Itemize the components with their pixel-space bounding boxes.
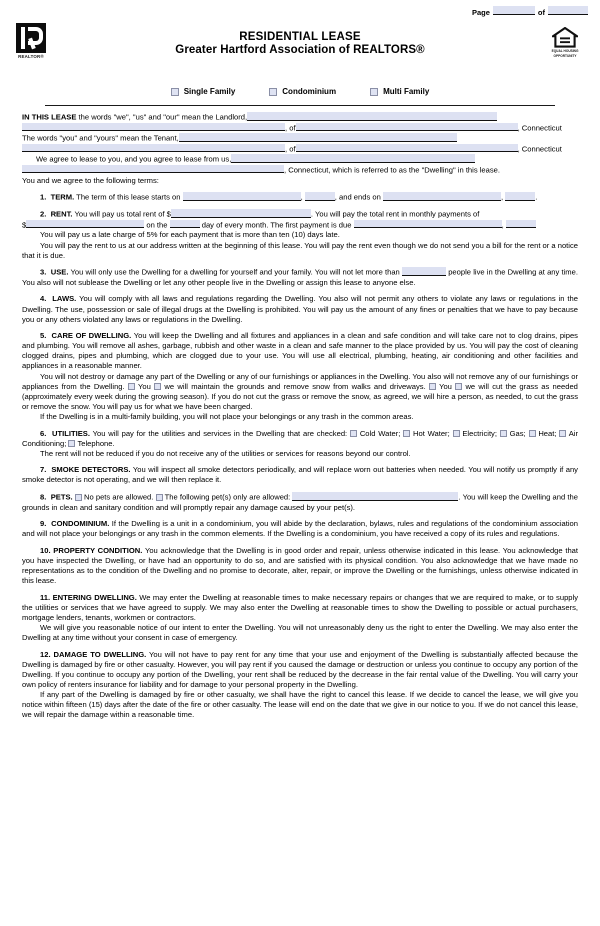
first-payment-date-field[interactable] xyxy=(354,220,502,229)
checkbox-grass-we-icon[interactable] xyxy=(455,383,462,390)
tenant-name-field[interactable] xyxy=(179,133,457,142)
state-label: , Connecticut xyxy=(517,123,562,133)
total-rent-field[interactable] xyxy=(171,209,311,218)
tenant-line-1 xyxy=(22,133,578,144)
section-entering-dwelling xyxy=(22,593,578,643)
checkbox-single-family-icon[interactable] xyxy=(171,88,179,96)
utilities-paragraph xyxy=(22,429,578,449)
utility-label-gas: Gas; xyxy=(509,428,526,438)
section-heading: DAMAGE TO DWELLING. xyxy=(53,649,147,659)
dollar-sign: $ xyxy=(22,220,27,230)
checkbox-grass-you-icon[interactable] xyxy=(429,383,436,390)
section-heading: LAWS. xyxy=(52,294,77,304)
section-rent xyxy=(22,209,578,260)
realtor-logo xyxy=(14,23,48,59)
rent-payment-address: You will pay the rent to us at our address written at the beginning of this lease. You will pay the rent even though we do not send you a bill for the rent or a notice that it is due. xyxy=(22,240,578,260)
section-laws xyxy=(22,294,578,324)
tenant-name-field-2[interactable] xyxy=(22,144,285,153)
section-use xyxy=(22,267,578,288)
of-label: , of xyxy=(285,123,296,133)
condominium-paragraph xyxy=(22,519,578,539)
landlord-name-field-2[interactable] xyxy=(22,123,285,132)
page-number-field[interactable] xyxy=(493,6,535,15)
section-number: 10. xyxy=(40,545,51,555)
house-equal-sign-icon xyxy=(552,27,578,48)
property-condition-paragraph xyxy=(22,546,578,586)
use-text-b: people live in the Dwelling at any time. You also will not sublease the Dwelling or let any other people live in the Dwelling or assign this lease to anyone else. xyxy=(22,267,578,287)
term-text-b: , and ends on xyxy=(334,192,381,202)
page-label: Page xyxy=(471,8,490,17)
rent-line-2: $ on the day of every month. The first payment is due , xyxy=(22,220,578,231)
checkbox-maintain-you-icon[interactable] xyxy=(128,383,135,390)
section-number: 3. xyxy=(40,267,47,277)
document-title xyxy=(0,19,600,56)
care-paragraph-3: If the Dwelling is in a multi-family building, you will not place your belongings or any trash in the common areas. xyxy=(40,411,414,421)
monthly-rent-field[interactable] xyxy=(26,220,144,229)
section-heading: PETS. xyxy=(50,492,73,502)
section-condominium xyxy=(22,519,578,539)
rent-line-1 xyxy=(22,209,578,220)
section-property-condition xyxy=(22,546,578,586)
section-number: 1. xyxy=(40,192,47,202)
state-label: , Connecticut xyxy=(517,144,562,154)
dwelling-type-multi-family[interactable] xyxy=(370,87,429,96)
section-heading: ENTERING DWELLING. xyxy=(52,592,137,602)
section-number: 7. xyxy=(40,465,47,475)
care-paragraph-2 xyxy=(22,372,578,412)
rent-text-b: . You will pay the total rent in monthly payments of xyxy=(310,209,480,219)
dwelling-type-condominium[interactable] xyxy=(269,87,336,96)
utilities-text: You will pay for the utilities and services in the Dwelling that are checked: xyxy=(89,428,348,438)
landlord-line-1 xyxy=(22,112,578,123)
care-text-2a: You will not destroy or damage any part of the Dwelling or any of our furnishings or appliances in the Dwelling. You also will not remove any of our furnishings or appliances from the Dwelling. xyxy=(22,371,578,391)
pets-text-tail: . You will keep the Dwelling and the grounds in clean and sanitary condition and will promptly repair any damage caused by your pet(s). xyxy=(22,492,578,512)
eho-caption-line-2: OPPORTUNITY xyxy=(553,54,577,58)
agree-terms-line: You and we agree to the following terms: xyxy=(22,175,159,185)
section-heading: TERM. xyxy=(50,192,75,202)
pets-allowed-label: The following pet(s) only are allowed: xyxy=(164,492,291,502)
section-heading: RENT. xyxy=(50,209,73,219)
damage-paragraph-1 xyxy=(22,650,578,690)
grass-we-label: we xyxy=(465,381,476,391)
damage-paragraph-2: If any part of the Dwelling is damaged by fire or other casualty, we shall have the right to cancel this lease. If we decide to cancel the lease, we will give you notice within fifteen (15) days after the date of the fire or other casualty. The lease will end on the date that we give in our notice to you. If we do not cancel this lease, we will repair the damage within a reasonable time. xyxy=(22,690,578,720)
title-line-2: Greater Hartford Association of REALTORS® xyxy=(175,44,425,56)
use-text-a: You will only use the Dwelling for a dwelling for yourself and your family. You will not let more than xyxy=(68,267,400,277)
dwelling-tail-text: , Connecticut, which is referred to as the "Dwelling" in this lease. xyxy=(284,165,501,175)
damage-text-1: You will not have to pay rent for any time that your use and enjoyment of the Dwelling is substantially affected because the Dwelling is damaged by fire or other casualty. However, you will pay rent if you caused the damage or destruction or unless you continue to occupy any portion of the Dwelling. If you continue to occupy any portion of the Dwelling, your rent shall be reduced by the decrease in the fair rental value of the Dwelling. You will carry your own policy of renters insurance for liability and for damage to your personal property in the Dwelling. xyxy=(22,649,579,689)
utility-label-hot-water: Hot Water; xyxy=(412,428,450,438)
section-number: 4. xyxy=(40,294,47,304)
rent-text-a: You will pay us total rent of $ xyxy=(72,209,171,219)
section-number: 5. xyxy=(40,331,47,341)
page-total-field[interactable] xyxy=(548,6,588,15)
section-damage-to-dwelling xyxy=(22,650,578,721)
agree-line-2 xyxy=(22,165,578,176)
checkbox-multi-family-icon[interactable] xyxy=(370,88,378,96)
no-pets-label: No pets are allowed. xyxy=(83,492,154,502)
title-band xyxy=(0,19,600,81)
utilities-note: The rent will not be reduced if you do not receive any of the utilities or services for reasons beyond our control. xyxy=(40,448,411,458)
section-number: 8. xyxy=(40,492,47,502)
agree-text: We agree to lease to you, and you agree to lease from us, xyxy=(36,154,232,164)
rent-late-charge: You will pay us a late charge of 5% for each payment that is more than ten (10) days late. xyxy=(40,230,340,240)
dwelling-type-single-family[interactable] xyxy=(171,87,236,96)
checkbox-hot-water-icon[interactable] xyxy=(403,430,410,437)
utility-label-electricity: Electricity; xyxy=(462,428,497,438)
landlord-name-field[interactable] xyxy=(247,112,497,121)
entering-paragraph-2: We will give you reasonable notice of our intent to enter the Dwelling. You will not unreasonably deny us the right to enter the Dwelling. We may also enter the Dwelling at any time without your consent in case of emergency. xyxy=(22,623,578,643)
checkbox-telephone-icon[interactable] xyxy=(68,440,75,447)
tenant-city-field[interactable] xyxy=(296,144,518,153)
lease-start-date-field[interactable] xyxy=(183,192,301,201)
utility-label-cold-water: Cold Water; xyxy=(359,428,401,438)
utility-label-heat: Heat; xyxy=(538,428,557,438)
checkbox-air-conditioning-icon[interactable] xyxy=(559,430,566,437)
eho-caption-line-1: EQUAL HOUSING xyxy=(551,49,579,53)
dwelling-address-field-1[interactable] xyxy=(231,154,475,163)
checkbox-gas-icon[interactable] xyxy=(500,430,507,437)
section-heading: PROPERTY CONDITION. xyxy=(53,545,143,555)
utility-label-telephone: Telephone. xyxy=(77,438,115,448)
checkbox-maintain-we-icon[interactable] xyxy=(154,383,161,390)
lease-words-text: the words "we", "us" and "our" mean the Landlord, xyxy=(76,112,248,122)
lease-end-date-field[interactable] xyxy=(383,192,501,201)
section-number: 11. xyxy=(40,592,51,602)
smoke-paragraph xyxy=(22,465,578,485)
entering-text-1: We may enter the Dwelling at reasonable times to make necessary repairs or changes that we are required to make, or to supply the utilities or services that we have agreed to supply. We may also enter the Dwelling at reasonable times to show the Dwelling to possible or actual purchasers, mortgage lenders, tenants, workmen or contractors. xyxy=(22,592,578,622)
laws-text: You will comply with all laws and regulations regarding the Dwelling. You also will not permit any others to violate any laws or regulations in the Dwelling. The use, possession or sale of illegal drugs at the Dwelling is prohibited. You will pay us the amount of any fines or penalties that we have to pay because you or any others violated any laws or regulations in the Dwelling. xyxy=(22,294,578,324)
dwelling-type-options xyxy=(0,87,600,96)
section-number: 12. xyxy=(40,649,51,659)
pets-allowed-field[interactable] xyxy=(292,492,458,501)
due-day-field[interactable] xyxy=(170,220,200,229)
care-text-1: You will keep the Dwelling and all fixtures and appliances in a clean and safe condition and will take care not to clog drains, pipes and plumbing. You will remove all ashes, garbage, rubbish and other waste in a clean and safe manner to the place provided by us. You will pay the cost of cleaning clogged drains, pipes and plumbing, which are clogged due to your use. You will use all electrical, plumbing, heating, air conditioning and other facilities and appliances in a reasonable manner. xyxy=(22,331,578,371)
section-number: 2. xyxy=(40,209,47,219)
checkbox-cold-water-icon[interactable] xyxy=(350,430,357,437)
utility-label-air-conditioning: Air Conditioning; xyxy=(22,428,578,448)
page-number-row xyxy=(0,0,600,17)
realtor-r-icon xyxy=(16,23,46,53)
use-paragraph xyxy=(22,267,578,288)
of-label: of xyxy=(537,8,545,17)
title-line-1: RESIDENTIAL LEASE xyxy=(239,31,361,43)
lease-end-year-field[interactable] xyxy=(505,192,535,201)
checkbox-pets-allowed-icon[interactable] xyxy=(156,494,163,501)
care-text-2c: will cut the grass as needed (approximately every week during the growing season). If you do not cut the grass or remove the snow, as agreed, we will hire a person, as needed, to cut the grass or remove the snow. You will pay us for what we have been charged. xyxy=(22,381,578,411)
rent-text-d: day of every month. The first payment is due xyxy=(201,220,352,230)
dwelling-type-label: Multi Family xyxy=(383,87,430,96)
first-payment-year-field[interactable] xyxy=(506,220,536,229)
checkbox-electricity-icon[interactable] xyxy=(453,430,460,437)
section-heading: USE. xyxy=(50,267,69,277)
smoke-text: You will inspect all smoke detectors periodically, and will replace worn out batteries when needed. You will notify us promptly if any smoke detector is not operating, and we will then replace it. xyxy=(22,465,578,485)
realtor-logo-caption: REALTOR® xyxy=(18,54,44,59)
section-number: 9. xyxy=(40,519,47,529)
laws-paragraph xyxy=(22,294,578,324)
dwelling-address-field-2[interactable] xyxy=(22,165,284,174)
landlord-city-field[interactable] xyxy=(296,123,518,132)
entering-paragraph-1 xyxy=(22,593,578,623)
of-label: , of xyxy=(285,144,296,154)
property-condition-text: You acknowledge that the Dwelling is in good order and repair, unless otherwise indicated in this lease. You acknowledge that you have inspected the Dwelling, or have had an opportunity to do so, and are satisfied with its physical condition. You also acknowledge that we have made no representations as to the condition of the Dwelling and no promise to decorate, alter, repair, or improve the Dwelling or the furnishings, unless otherwise indicated in this lease. xyxy=(22,545,578,586)
rent-text-c: on the xyxy=(146,220,168,230)
dwelling-type-label: Single Family xyxy=(183,87,236,96)
pets-paragraph xyxy=(22,492,578,513)
section-term xyxy=(22,192,578,203)
section-heading: CONDOMINIUM. xyxy=(51,519,110,529)
lease-body xyxy=(0,106,600,720)
section-utilities xyxy=(22,429,578,459)
checkbox-no-pets-icon[interactable] xyxy=(75,494,82,501)
maintain-we-label: we xyxy=(164,381,175,391)
in-this-lease-label: IN THIS LEASE xyxy=(22,112,77,122)
term-line: 1. TERM. The term of this lease starts on , , and ends on , . xyxy=(40,192,538,202)
landlord-line-2 xyxy=(22,123,578,134)
section-care-of-dwelling xyxy=(22,331,578,422)
section-heading: CARE OF DWELLING. xyxy=(51,331,132,341)
intro-block xyxy=(22,112,578,186)
section-heading: UTILITIES. xyxy=(51,428,90,438)
tenant-words-text: The words "you" and "yours" mean the Tenant, xyxy=(22,133,179,143)
tenant-line-2 xyxy=(22,144,578,155)
grass-you-label: You xyxy=(439,381,452,391)
condominium-text: If the Dwelling is a unit in a condominium, you will abide by the declaration, bylaws, rules and regulations of the condominium association and will not place your belongings or any trash in the common elements. If the Dwelling is a condominium, you have received a copy of its rules and regulations. xyxy=(22,519,578,539)
equal-housing-opportunity-logo xyxy=(544,27,586,58)
max-occupants-field[interactable] xyxy=(402,267,446,276)
section-heading: SMOKE DETECTORS. xyxy=(51,465,131,475)
care-text-2b: will maintain the grounds and remove snow from walks and driveways. xyxy=(177,381,426,391)
agree-line-1 xyxy=(22,154,578,165)
checkbox-condominium-icon[interactable] xyxy=(269,88,277,96)
checkbox-heat-icon[interactable] xyxy=(529,430,536,437)
section-number: 6. xyxy=(40,428,47,438)
maintain-you-label: You xyxy=(138,381,151,391)
care-paragraph-1 xyxy=(22,331,578,371)
lease-start-year-field[interactable] xyxy=(305,192,335,201)
dwelling-type-label: Condominium xyxy=(282,87,337,96)
section-pets xyxy=(22,492,578,513)
term-text-a: The term of this lease starts on xyxy=(74,192,181,202)
section-smoke-detectors xyxy=(22,465,578,485)
